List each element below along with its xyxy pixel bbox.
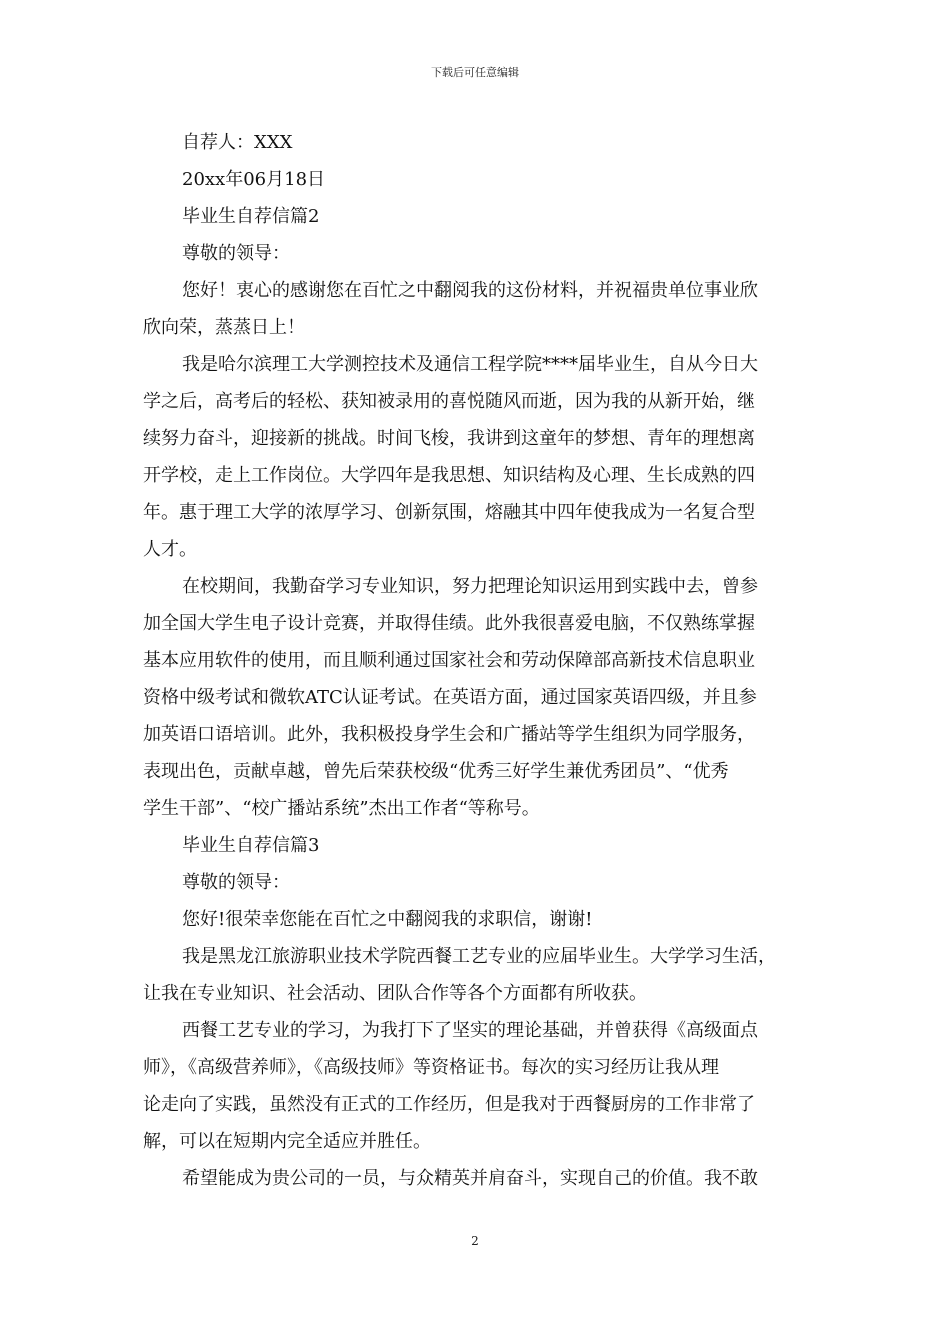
text-line: 学生干部”、“校广播站系统”杰出工作者“等称号。 [143, 798, 540, 819]
text-line: 人才。 [143, 539, 197, 560]
salutation: 尊敬的领导： [182, 243, 290, 264]
salutation: 尊敬的领导： [182, 872, 290, 893]
text-line: 我是黑龙江旅游职业技术学院西餐工艺专业的应届毕业生。大学学习生活， [182, 946, 776, 967]
page-header: 下载后可任意编辑 [431, 66, 519, 79]
text-line: 开学校，走上工作岗位。大学四年是我思想、知识结构及心理、生长成熟的四 [143, 465, 755, 486]
text-line: 表现出色，贡献卓越，曾先后荣获校级“优秀三好学生兼优秀团员”、“优秀 [143, 761, 729, 782]
section-heading: 毕业生自荐信篇2 [182, 206, 320, 227]
text-line: 师》，《高级营养师》，《高级技师》等资格证书。每次的实习经历让我从理 [143, 1057, 719, 1078]
text-line: 我是哈尔滨理工大学测控技术及通信工程学院****届毕业生，自从今日大 [182, 354, 758, 375]
text-line: 20xx年06月18日 [182, 169, 326, 190]
text-line: 年。惠于理工大学的浓厚学习、创新氛围，熔融其中四年使我成为一名复合型 [143, 502, 755, 523]
text-line: 资格中级考试和微软ATC认证考试。在英语方面，通过国家英语四级，并且参 [143, 687, 757, 708]
text-line: 让我在专业知识、社会活动、团队合作等各个方面都有所收获。 [143, 983, 647, 1004]
document-body [143, 124, 823, 1197]
text-line: 学之后，高考后的轻松、获知被录用的喜悦随风而逝，因为我的从新开始，继 [143, 391, 755, 412]
text-line: 续努力奋斗，迎接新的挑战。时间飞梭，我讲到这童年的梦想、青年的理想离 [143, 428, 755, 449]
section-heading: 毕业生自荐信篇3 [182, 835, 320, 856]
text-line: 加全国大学生电子设计竞赛，并取得佳绩。此外我很喜爱电脑，不仅熟练掌握 [143, 613, 755, 634]
text-line: 基本应用软件的使用，而且顺利通过国家社会和劳动保障部高新技术信息职业 [143, 650, 755, 671]
text-line: 西餐工艺专业的学习，为我打下了坚实的理论基础，并曾获得《高级面点 [182, 1020, 758, 1041]
text-line: 自荐人：XXX [182, 132, 293, 153]
text-line: 欣向荣，蒸蒸日上！ [143, 317, 305, 338]
text-line: 在校期间，我勤奋学习专业知识，努力把理论知识运用到实践中去，曾参 [182, 576, 758, 597]
text-line: 加英语口语培训。此外，我积极投身学生会和广播站等学生组织为同学服务， [143, 724, 755, 745]
text-line: 论走向了实践，虽然没有正式的工作经历，但是我对于西餐厨房的工作非常了 [143, 1094, 755, 1115]
text-line: 希望能成为贵公司的一员，与众精英并肩奋斗，实现自己的价值。我不敢 [182, 1168, 758, 1189]
text-line: 您好！衷心的感谢您在百忙之中翻阅我的这份材料，并祝福贵单位事业欣 [182, 280, 758, 301]
page-number: 2 [471, 1234, 479, 1248]
text-line: 解，可以在短期内完全适应并胜任。 [143, 1131, 431, 1152]
text-line: 您好!很荣幸您能在百忙之中翻阅我的求职信，谢谢! [182, 909, 593, 930]
